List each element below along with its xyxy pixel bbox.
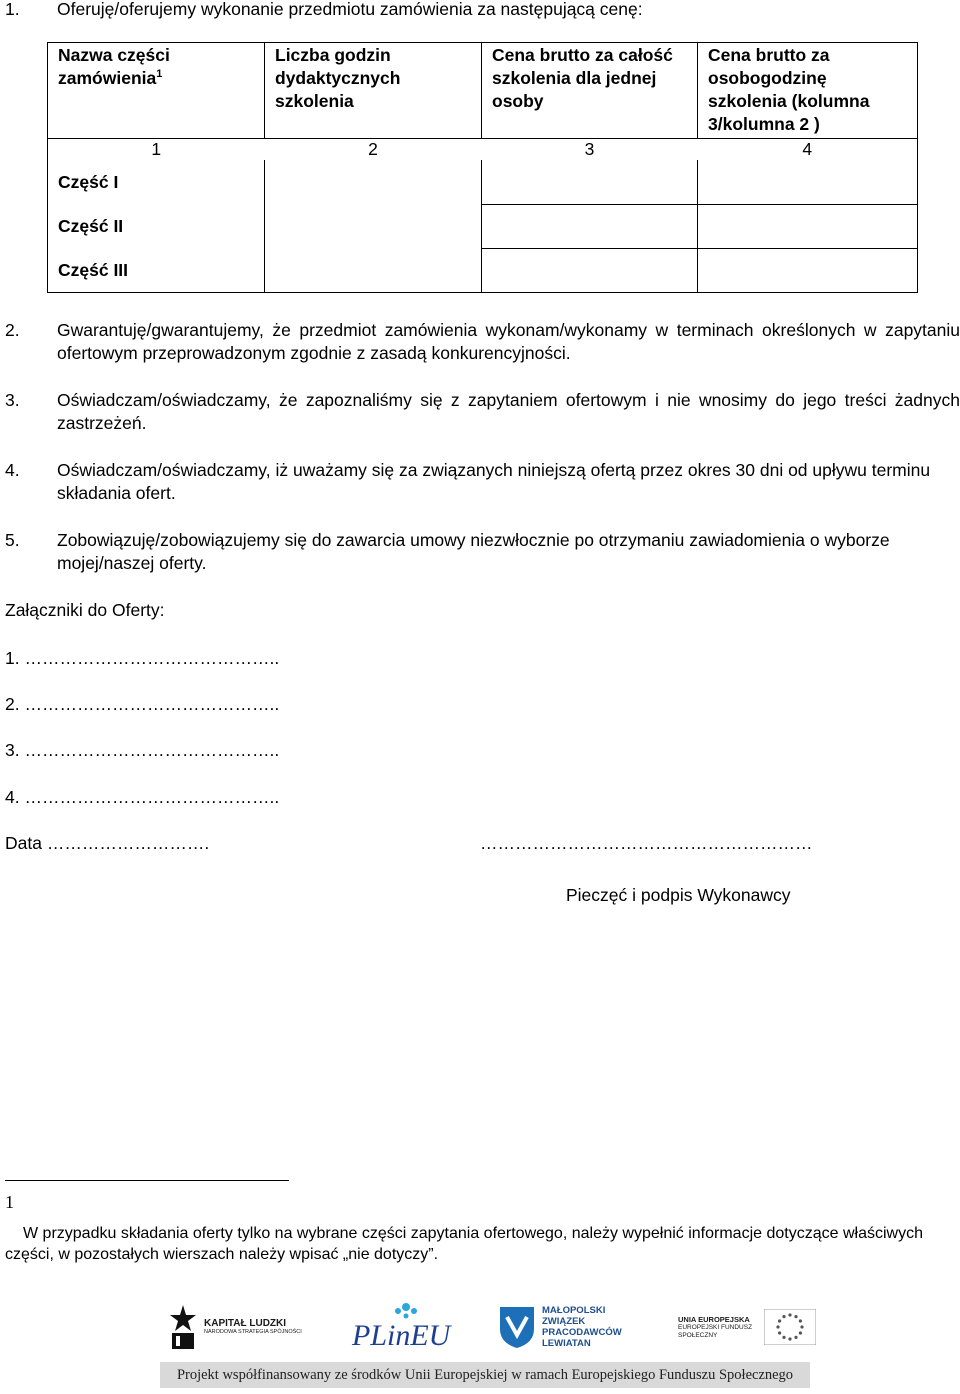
row-label-part-1: Część I bbox=[48, 160, 265, 204]
eu-logo bbox=[678, 1296, 820, 1358]
kapital-ludzki-name: KAPITAŁ LUDZKI bbox=[204, 1318, 287, 1329]
kapital-ludzki-sub: NARODOWA STRATEGIA SPÓJNOŚCI bbox=[204, 1329, 302, 1335]
plineu-icon bbox=[350, 1299, 462, 1355]
lewiatan-logo bbox=[498, 1296, 648, 1358]
svg-text:PLinEU: PLinEU bbox=[352, 1319, 451, 1352]
column-number: 3 bbox=[482, 139, 698, 161]
item-1-number: 1. bbox=[5, 0, 20, 19]
statement-text: Zobowiązuję/zobowiązujemy się do zawarcia umowy niezwłocznie po otrzymaniu zawiadomienia o wyborze mojej/naszej oferty. bbox=[57, 530, 890, 573]
table-cell bbox=[482, 160, 698, 204]
column-number: 4 bbox=[698, 139, 918, 161]
statement-2 bbox=[5, 319, 960, 365]
table-row bbox=[48, 248, 918, 293]
statement-5 bbox=[5, 529, 960, 575]
table-cell bbox=[698, 160, 918, 204]
statement-text: Gwarantuję/gwarantujemy, że przedmiot zamówienia wykonam/wykonamy w terminach określonych w zapytaniu ofertowym przeprowadzonym zgodnie z zasadą konkurencyjności. bbox=[57, 320, 960, 363]
item-1 bbox=[5, 0, 643, 21]
footnote-mark: 1 bbox=[5, 1192, 14, 1212]
funding-footer-text: Projekt współfinansowany ze środków Unii Europejskiej w ramach Europejskiego Funduszu Społecznego bbox=[176, 1367, 794, 1383]
column-number-row bbox=[48, 139, 918, 161]
table-row bbox=[48, 160, 918, 204]
signature-caption: Pieczęć i podpis Wykonawcy bbox=[566, 885, 791, 905]
statement-number: 4. bbox=[5, 460, 20, 480]
table-row bbox=[48, 204, 918, 248]
table-cell bbox=[265, 248, 482, 293]
price-table bbox=[47, 42, 918, 293]
column-number: 2 bbox=[265, 139, 482, 161]
attachment-line-3: 3. …………………………………….. bbox=[5, 740, 280, 760]
row-label-part-3: Część III bbox=[48, 248, 265, 293]
table-cell bbox=[482, 248, 698, 293]
footnote-text: W przypadku składania oferty tylko na wybrane części zapytania ofertowego, należy wypełnić informacje dotyczące właściwych części, w pozostałych wierszach należy wpisać „nie dotyczy”. bbox=[5, 1225, 923, 1263]
lewiatan-shield-icon bbox=[498, 1305, 536, 1349]
column-number: 1 bbox=[48, 139, 265, 161]
statement-number: 2. bbox=[5, 320, 20, 340]
statement-4 bbox=[5, 459, 960, 505]
row-label-part-2: Część II bbox=[48, 204, 265, 248]
kapital-ludzki-logo bbox=[168, 1296, 318, 1358]
eu-sub: EUROPEJSKI FUNDUSZ SPOŁECZNY bbox=[678, 1323, 753, 1339]
table-cell bbox=[265, 160, 482, 204]
logo-strip bbox=[160, 1296, 820, 1358]
attachment-line-2: 2. …………………………………….. bbox=[5, 694, 280, 714]
table-cell bbox=[265, 204, 482, 248]
statement-text: Oświadczam/oświadczamy, że zapoznaliśmy się z zapytaniem ofertowym i nie wnosimy do jego treści żadnych zastrzeżeń. bbox=[57, 390, 960, 433]
eu-name: UNIA EUROPEJSKA bbox=[678, 1314, 750, 1324]
table-cell bbox=[698, 204, 918, 248]
lewiatan-name: MAŁOPOLSKI ZWIĄZEK PRACODAWCÓW LEWIATAN bbox=[542, 1305, 622, 1349]
footnote-separator bbox=[5, 1180, 289, 1181]
kapital-ludzki-icon bbox=[168, 1305, 198, 1349]
header-cell-price-hour: Cena brutto za osobogodzinę szkolenia (kolumna 3/kolumna 2 ) bbox=[698, 43, 918, 139]
table-header-row bbox=[48, 43, 918, 139]
funding-footer bbox=[160, 1362, 810, 1388]
header-cell-price-total: Cena brutto za całość szkolenia dla jednej osoby bbox=[482, 43, 698, 139]
header-cell-hours: Liczba godzin dydaktycznych szkolenia bbox=[265, 43, 482, 139]
eu-flag-icon bbox=[764, 1309, 816, 1345]
item-1-text: Oferuję/oferujemy wykonanie przedmiotu zamówienia za następującą cenę: bbox=[57, 0, 643, 19]
table-cell bbox=[698, 248, 918, 293]
date-field: Data ………………………. bbox=[5, 833, 210, 853]
attachments-title: Załączniki do Oferty: bbox=[5, 600, 165, 620]
plineu-logo bbox=[350, 1296, 465, 1358]
attachment-line-4: 4. …………………………………….. bbox=[5, 787, 280, 807]
statement-text: Oświadczam/oświadczamy, iż uważamy się za związanych niniejszą ofertą przez okres 30 dni od upływu terminu składania ofert. bbox=[57, 460, 931, 503]
attachment-line-1: 1. …………………………………….. bbox=[5, 648, 280, 668]
header-cell-part-name: Nazwa części zamówienia$^1$ bbox=[48, 43, 265, 139]
statement-number: 5. bbox=[5, 530, 20, 550]
table-cell bbox=[482, 204, 698, 248]
footnote-ref: 1 bbox=[156, 68, 163, 81]
statement-number: 3. bbox=[5, 390, 20, 410]
statement-3 bbox=[5, 389, 960, 435]
signature-dots: ………………………………………………… bbox=[480, 833, 813, 853]
